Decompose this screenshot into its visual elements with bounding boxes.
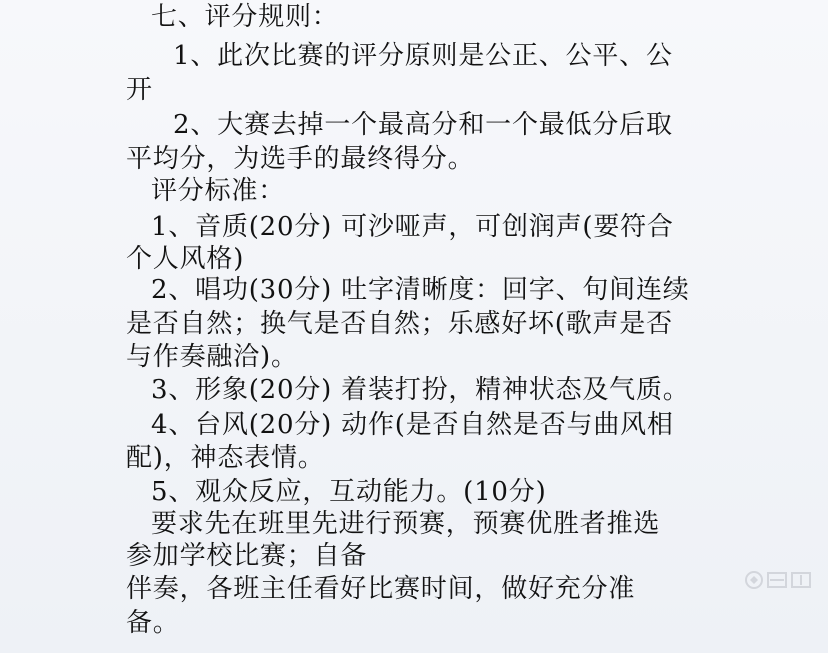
criteria-line-4-cont: 配)，神态表情。 [126, 443, 325, 473]
criteria-line-2-cont-1: 是否自然；换气是否自然；乐感好坏(歌声是否 [126, 309, 673, 339]
criteria-line-3: 3、形象(20分) 着装打扮，精神状态及气质。 [151, 375, 690, 405]
section-heading: 七、评分规则： [151, 2, 339, 32]
criteria-line-1: 1、音质(20分) 可沙哑声，可创润声(要符合 [151, 212, 674, 242]
criteria-heading: 评分标准： [151, 176, 286, 206]
criteria-line-4: 4、台风(20分) 动作(是否自然是否与曲风相 [151, 410, 674, 440]
criteria-line-1-cont: 个人风格) [126, 244, 245, 274]
criteria-line-2: 2、唱功(30分) 吐字清晰度：回字、句间连续 [151, 275, 690, 305]
rule-line-2: 2、大赛去掉一个最高分和一个最低分后取 [173, 110, 673, 140]
criteria-line-5: 5、观众反应，互动能力。(10分) [151, 477, 547, 507]
requirement-line-4: 备。 [126, 608, 180, 638]
rule-line-1-cont: 开 [126, 75, 153, 105]
criteria-line-2-cont-2: 与作奏融洽)。 [126, 342, 298, 372]
rule-line-1: 1、此次比赛的评分原则是公正、公平、公 [173, 41, 673, 71]
requirement-line-3: 伴奏，各班主任看好比赛时间，做好充分准 [126, 574, 636, 604]
rule-line-2-cont: 平均分，为选手的最终得分。 [126, 144, 475, 174]
requirement-line-2: 参加学校比赛；自备 [126, 541, 368, 571]
requirement-line-1: 要求先在班里先进行预赛，预赛优胜者推选 [151, 509, 661, 539]
watermark-logo [744, 568, 816, 592]
